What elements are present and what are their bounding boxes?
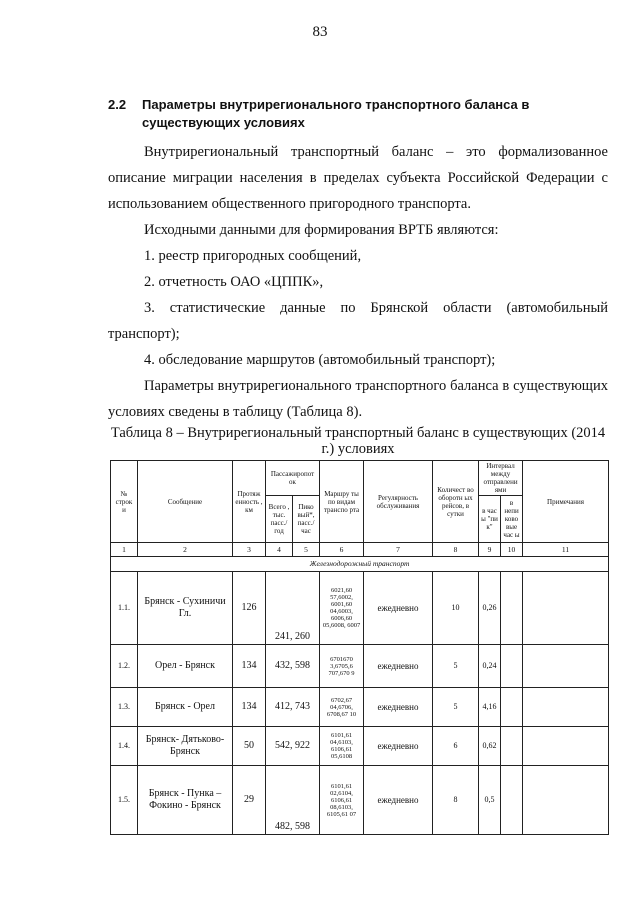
list-item-3: 3. статистические данные по Брянской области (автомобильный транспорт); [108,300,608,342]
route-length: 126 [233,572,266,645]
notes [523,766,609,835]
trips-count: 5 [433,688,479,727]
section-title: Параметры внутрирегионального транспортного баланса в существующих условиях [142,97,530,130]
col-index: 9 [479,543,501,557]
paragraph-sources-intro: Исходными данными для формирования ВРТБ являются: [144,222,499,238]
header-pf-total: Всего , тыс. пасс./ год [266,496,293,543]
route-name: Брянск- Дятьково-Брянск [138,727,233,766]
trips-count: 10 [433,572,479,645]
row-number: 1.4. [111,727,138,766]
interval-offpeak [501,688,523,727]
interval-peak: 0,62 [479,727,501,766]
route-name: Орел - Брянск [138,645,233,688]
route-length: 29 [233,766,266,835]
section-number: 2.2 [108,97,127,112]
trips-count: 5 [433,645,479,688]
route-numbers: 6702,67 04,6706, 6708,67 10 [320,688,364,727]
notes [523,688,609,727]
col-index: 10 [501,543,523,557]
route-length: 134 [233,688,266,727]
table-caption: Таблица 8 – Внутрирегиональный транспортный баланс в существующих (2014 г.) условиях [110,425,606,457]
header-route: Сообщение [138,461,233,543]
list-item-4: 4. обследование маршрутов (автомобильный транспорт); [144,352,496,368]
table-row [111,766,609,835]
header-regularity: Регулярность обслуживания [364,461,433,543]
header-row-number: № строк и [111,461,138,543]
table-row [111,645,609,688]
trips-count: 8 [433,766,479,835]
header-passenger-flow: Пассажиропот ок [266,461,320,496]
list-item-1: 1. реестр пригородных сообщений, [144,248,362,264]
col-index: 3 [233,543,266,557]
row-number: 1.2. [111,645,138,688]
passenger-total: 432, 598 [266,645,320,688]
passenger-total: 412, 743 [266,688,320,727]
route-name: Брянск - Сухиничи Гл. [138,572,233,645]
table-row [111,572,609,645]
paragraph-definition: Внутрирегиональный транспортный баланс – это формализованное описание миграции населения в пределах субъекта Российской Федерации с использованием общественного пригородного транспорта. [108,144,608,212]
interval-peak: 0,5 [479,766,501,835]
header-length: Протяж енность , км [233,461,266,543]
route-numbers: 6101,61 02,6104, 6106,61 08,6103, 6105,61 07 [320,766,364,835]
column-index-row [111,543,609,557]
interval-offpeak [501,727,523,766]
trips-count: 6 [433,727,479,766]
transport-balance-table [110,460,609,835]
passenger-total: 482, 598 [266,766,320,835]
section-heading [108,96,588,132]
section-row [111,557,609,572]
route-name: Брянск - Орел [138,688,233,727]
notes [523,727,609,766]
notes [523,572,609,645]
table-row [111,688,609,727]
col-index: 8 [433,543,479,557]
col-index: 1 [111,543,138,557]
interval-offpeak [501,766,523,835]
interval-peak: 0,26 [479,572,501,645]
header-trips: Количест во оборотн ых рейсов, в сутки [433,461,479,543]
col-index: 4 [266,543,293,557]
col-index: 11 [523,543,609,557]
route-numbers: 6021,60 57,6002, 6001,60 04,6003, 6006,60 05,6008, 6007 [320,572,364,645]
header-interval: Интервал между отправлени ями [479,461,523,496]
regularity: ежедневно [364,727,433,766]
header-notes: Примечания [523,461,609,543]
col-index: 5 [293,543,320,557]
route-length: 50 [233,727,266,766]
route-numbers: 6101,61 04,6103, 6106,61 05,6108 [320,727,364,766]
list-item-2: 2. отчетность ОАО «ЦППК», [144,274,324,290]
row-number: 1.3. [111,688,138,727]
regularity: ежедневно [364,572,433,645]
interval-offpeak [501,645,523,688]
notes [523,645,609,688]
col-index: 6 [320,543,364,557]
header-pf-peak: Пико вый*, пасс./ час [293,496,320,543]
header-interval-peak: в час ы "пи к" [479,496,501,543]
page-number: 83 [312,24,328,40]
header-interval-offpeak: в непи ково вые час ы [501,496,523,543]
regularity: ежедневно [364,645,433,688]
route-length: 134 [233,645,266,688]
interval-peak: 4,16 [479,688,501,727]
route-name: Брянск - Пунка – Фокино - Брянск [138,766,233,835]
interval-peak: 0,24 [479,645,501,688]
interval-offpeak [501,572,523,645]
regularity: ежедневно [364,688,433,727]
row-number: 1.5. [111,766,138,835]
route-numbers: 6701670 3,6705,6 707,670 9 [320,645,364,688]
passenger-total: 542, 922 [266,727,320,766]
col-index: 2 [138,543,233,557]
section-label: Железнодорожный транспорт [111,557,609,572]
passenger-total: 241, 260 [266,572,320,645]
regularity: ежедневно [364,766,433,835]
paragraph-summary: Параметры внутрирегионального транспортного баланса в существующих условиях сведены в таблицу (Таблица 8). [108,378,608,420]
col-index: 7 [364,543,433,557]
header-route-numbers: Маршру ты по видам транспо рта [320,461,364,543]
row-number: 1.1. [111,572,138,645]
table-row [111,727,609,766]
